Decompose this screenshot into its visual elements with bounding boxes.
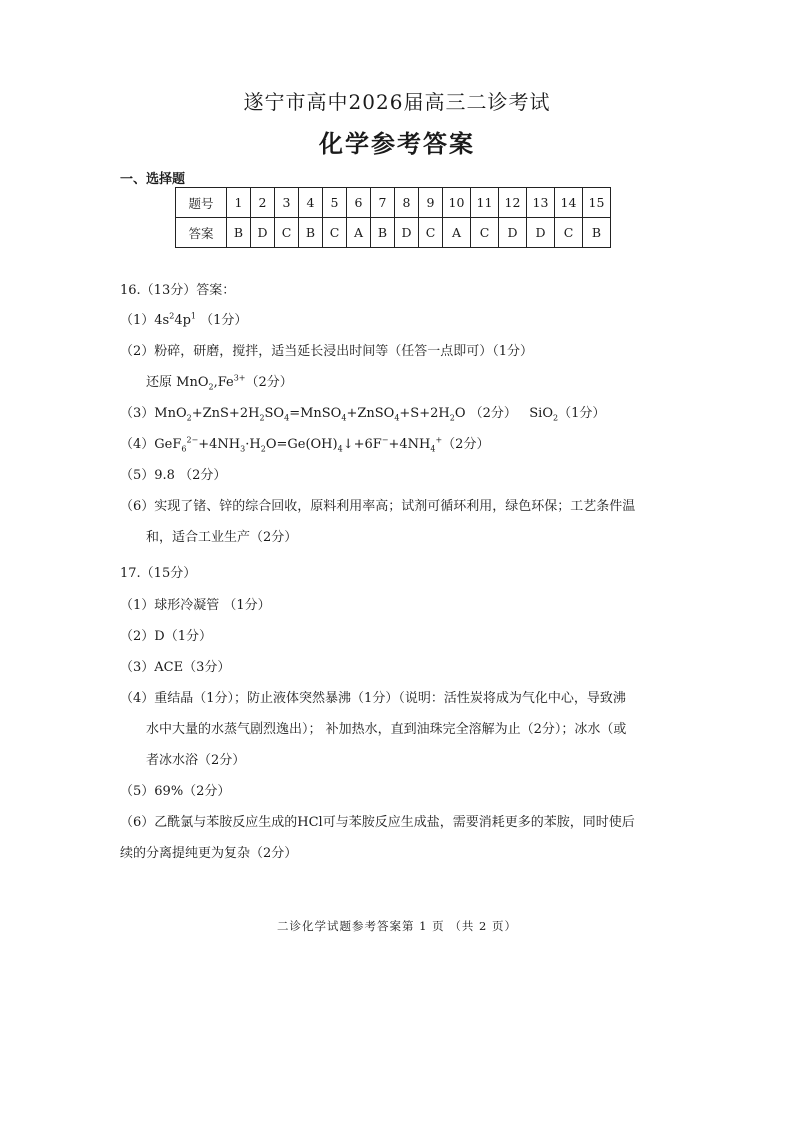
q16-part4 bbox=[120, 433, 489, 454]
answer-cell: B bbox=[227, 218, 251, 248]
equation-text: O=Ge(OH) bbox=[265, 437, 338, 452]
question-number-row bbox=[176, 188, 611, 218]
question-number-cell: 9 bbox=[419, 188, 443, 218]
equation-sub: 4 bbox=[284, 413, 290, 423]
q17-part3: （3）ACE（3分） bbox=[120, 660, 231, 675]
answer-cell: B bbox=[583, 218, 611, 248]
section-heading: 一、选择题 bbox=[120, 172, 186, 187]
q16-part2b-text: 还原 MnO bbox=[146, 375, 209, 390]
page-footer: 二诊化学试题参考答案第 1 页 （共 2 页） bbox=[277, 919, 517, 933]
equation-sub: 2 bbox=[449, 413, 455, 423]
equation-text: +S+2H bbox=[399, 406, 450, 421]
q16-part6: （6）实现了锗、锌的综合回收，原料利用率高；试剂可循环利用，绿色环保；工艺条件温 bbox=[120, 499, 636, 514]
equation-sub: 2 bbox=[260, 444, 266, 454]
answer-cell: C bbox=[323, 218, 347, 248]
q17-part4c: 者冰水浴（2分） bbox=[146, 753, 246, 768]
answer-label-cell: 答案 bbox=[176, 218, 227, 248]
equation-score: （1分） bbox=[558, 406, 606, 421]
q16-part2b-sup: 3+ bbox=[233, 373, 246, 383]
answer-cell: D bbox=[395, 218, 419, 248]
equation-text: +ZnSO bbox=[346, 406, 395, 421]
equation-sub: 4 bbox=[394, 413, 400, 423]
question-label-cell: 题号 bbox=[176, 188, 227, 218]
q17-header: 17.（15分） bbox=[120, 566, 197, 581]
question-number-cell: 12 bbox=[499, 188, 527, 218]
q16-part5: （5）9.8 （2分） bbox=[120, 468, 227, 483]
answer-cell: C bbox=[275, 218, 299, 248]
q16-part1 bbox=[120, 309, 247, 328]
equation-sub: 4 bbox=[341, 413, 347, 423]
equation-sup: 2− bbox=[186, 435, 199, 445]
equation-sup: − bbox=[381, 435, 389, 445]
equation-text: SO bbox=[264, 406, 285, 421]
q16-part2: （2）粉碎，研磨，搅拌，适当延长浸出时间等（任答一点即可）（1分） bbox=[120, 344, 534, 359]
q16-part1-sup: 1 bbox=[190, 311, 196, 321]
equation-text: （3）MnO bbox=[120, 406, 187, 421]
q16-part1-text: 4p bbox=[174, 313, 191, 328]
question-number-cell: 5 bbox=[323, 188, 347, 218]
question-number-cell: 11 bbox=[471, 188, 499, 218]
equation-text: O （2分） SiO bbox=[454, 406, 553, 421]
equation-sup: + bbox=[435, 435, 443, 445]
answer-cell: D bbox=[527, 218, 555, 248]
q16-part2b-score: （2分） bbox=[245, 375, 293, 390]
question-number-cell: 14 bbox=[555, 188, 583, 218]
q17-part5: （5）69%（2分） bbox=[120, 784, 231, 799]
question-number-cell: 13 bbox=[527, 188, 555, 218]
question-number-cell: 2 bbox=[251, 188, 275, 218]
answer-cell: B bbox=[299, 218, 323, 248]
equation-sub: 2 bbox=[186, 413, 192, 423]
q17-part2: （2）D（1分） bbox=[120, 629, 212, 644]
question-number-cell: 10 bbox=[443, 188, 471, 218]
q16-part3 bbox=[120, 402, 605, 423]
question-number-cell: 7 bbox=[371, 188, 395, 218]
q16-part1-text: （1）4s bbox=[120, 313, 170, 328]
equation-text: +4NH bbox=[198, 437, 241, 452]
equation-sub: 6 bbox=[181, 444, 187, 454]
q17-part1: （1）球形冷凝管 （1分） bbox=[120, 598, 271, 613]
answer-cell: D bbox=[499, 218, 527, 248]
answer-table bbox=[175, 187, 611, 248]
q17-part4b: 水中大量的水蒸气剧烈逸出）； 补加热水，直到油珠完全溶解为止（2分）；冰水（或 bbox=[146, 722, 627, 737]
question-number-cell: 1 bbox=[227, 188, 251, 218]
q16-header: 16.（13分）答案： bbox=[120, 283, 236, 298]
equation-text: ·H bbox=[245, 437, 261, 452]
question-number-cell: 15 bbox=[583, 188, 611, 218]
equation-sub: 2 bbox=[553, 413, 559, 423]
q16-part1-sup: 2 bbox=[169, 311, 175, 321]
document-subtitle: 化学参考答案 bbox=[319, 129, 475, 158]
answer-cell: A bbox=[347, 218, 371, 248]
answer-row bbox=[176, 218, 611, 248]
equation-sub: 4 bbox=[337, 444, 343, 454]
equation-text: ↓+6F bbox=[342, 437, 382, 452]
question-number-cell: 8 bbox=[395, 188, 419, 218]
equation-text: +ZnS+2H bbox=[191, 406, 260, 421]
question-number-cell: 4 bbox=[299, 188, 323, 218]
equation-text: =MnSO bbox=[289, 406, 342, 421]
q16-part1-score: （1分） bbox=[196, 313, 248, 328]
q16-part2b-sub: 2 bbox=[208, 382, 214, 392]
equation-sub: 2 bbox=[259, 413, 265, 423]
document-title: 遂宁市高中2026届高三二诊考试 bbox=[243, 90, 551, 114]
q17-part6b: 续的分离提纯更为复杂（2分） bbox=[120, 846, 298, 861]
question-number-cell: 3 bbox=[275, 188, 299, 218]
answer-cell: C bbox=[471, 218, 499, 248]
answer-cell: D bbox=[251, 218, 275, 248]
answer-cell: A bbox=[443, 218, 471, 248]
answer-cell: C bbox=[555, 218, 583, 248]
q17-part4: （4）重结晶（1分）；防止液体突然暴沸（1分）（说明：活性炭将成为气化中心，导致沸 bbox=[120, 691, 626, 706]
answer-cell: B bbox=[371, 218, 395, 248]
equation-sub: 4 bbox=[430, 444, 436, 454]
q16-part2b-text: ,Fe bbox=[213, 375, 234, 390]
equation-text: （4）GeF bbox=[120, 437, 182, 452]
q17-part6: （6）乙酰氯与苯胺反应生成的HCl可与苯胺反应生成盐，需要消耗更多的苯胺，同时使后 bbox=[120, 815, 635, 830]
equation-text: +4NH bbox=[388, 437, 431, 452]
q16-part6b: 和，适合工业生产（2分） bbox=[146, 530, 298, 545]
q16-part2b bbox=[146, 371, 293, 392]
question-number-cell: 6 bbox=[347, 188, 371, 218]
equation-score: （2分） bbox=[442, 437, 490, 452]
answer-cell: C bbox=[419, 218, 443, 248]
equation-sub: 3 bbox=[240, 444, 246, 454]
